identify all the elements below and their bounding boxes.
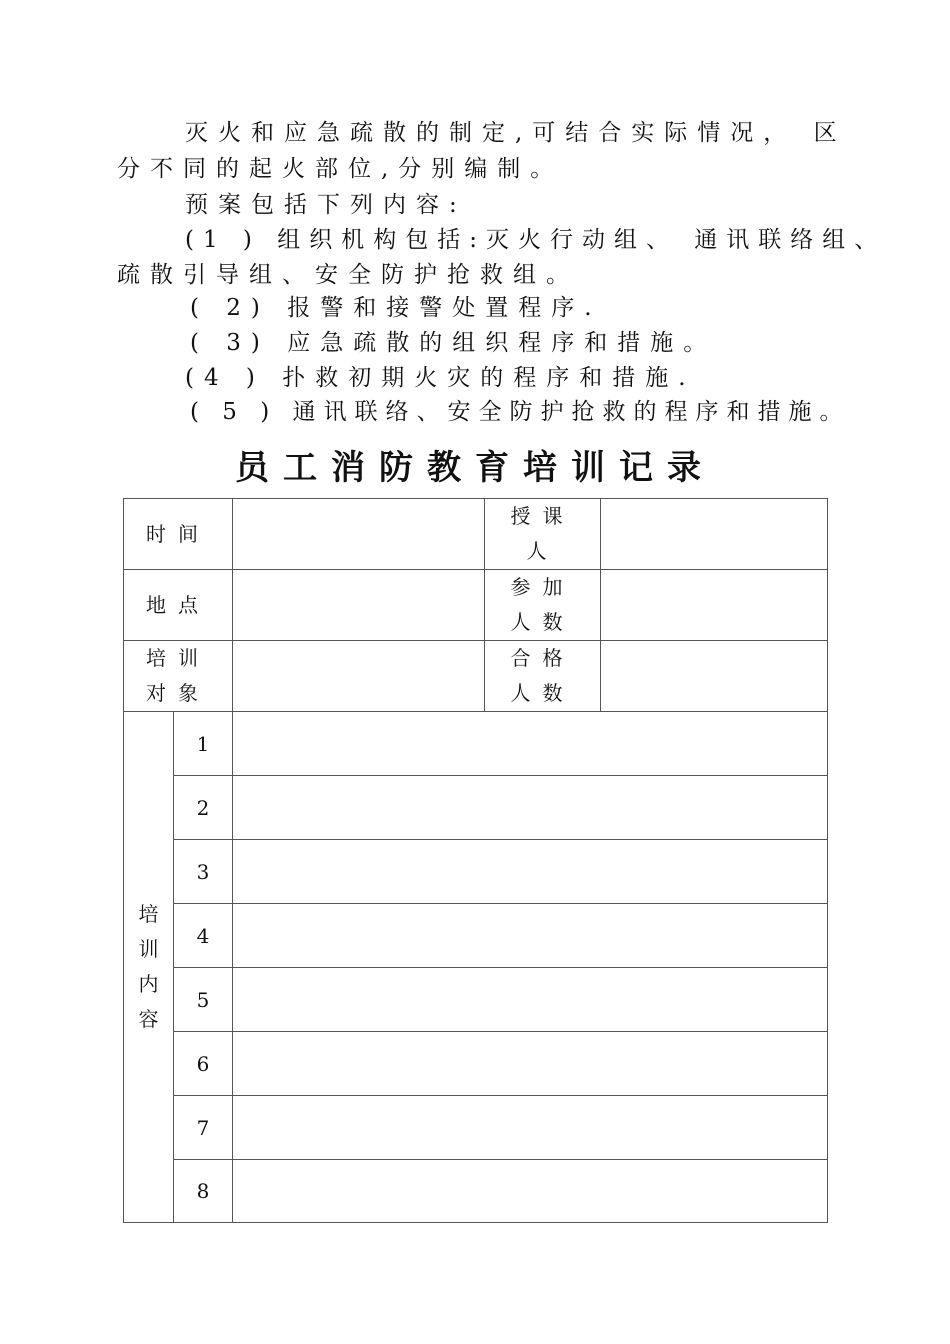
content-row-value[interactable] (233, 1160, 828, 1223)
place-label-cell (124, 570, 233, 641)
time-label-cell (124, 499, 233, 570)
content-row-number: 2 (174, 776, 233, 840)
paragraph-line-4: (1 ) 组织机构包括:灭火行动组、 通讯联络组、 (185, 227, 887, 253)
paragraph-line-1: 灭火和应急疏散的制定,可结合实际情况， 区 (185, 120, 847, 146)
attendees-value-cell[interactable] (601, 570, 828, 641)
content-row-number: 5 (174, 968, 233, 1032)
target-label-line-2: 对象 (146, 681, 210, 705)
attendees-label: 参加人数 (510, 575, 575, 634)
paragraph-line-2: 分不同的起火部位,分别编制。 (117, 156, 564, 182)
qualified-label: 合格人数 (510, 646, 575, 705)
content-row-value[interactable] (233, 1032, 828, 1096)
content-row-value[interactable] (233, 1096, 828, 1160)
attendees-label-cell (485, 570, 601, 641)
content-row-value[interactable] (233, 712, 828, 776)
content-row-number: 6 (174, 1032, 233, 1096)
record-title: 员工消防教育培训记录 (235, 448, 715, 488)
lecturer-label-cell (485, 499, 601, 570)
paragraph-line-9: ( 5 ) 通讯联络、安全防护抢救的程序和措施。 (190, 399, 851, 425)
content-row-number: 1 (174, 712, 233, 776)
content-row-number: 8 (174, 1160, 233, 1223)
content-row-number: 7 (174, 1096, 233, 1160)
qualified-value-cell[interactable] (601, 641, 828, 712)
qualified-label-cell (485, 641, 601, 712)
training-record-table (123, 498, 828, 1223)
paragraph-line-8: (4 ) 扑救初期火灾的程序和措施. (185, 365, 696, 391)
paragraph-line-6: ( 2) 报警和接警处置程序. (190, 295, 602, 321)
content-label-cell (124, 712, 174, 1223)
target-label-line-1: 培训 (146, 646, 210, 670)
paragraph-line-7: ( 3) 应急疏散的组织程序和措施。 (190, 330, 717, 356)
time-label: 时间 (146, 521, 210, 546)
target-value-cell[interactable] (233, 641, 485, 712)
time-value-cell[interactable] (233, 499, 485, 570)
paragraph-line-5: 疏散引导组、安全防护抢救组。 (117, 262, 579, 288)
content-row-number: 4 (174, 904, 233, 968)
content-label: 培训内容 (138, 902, 159, 1031)
place-value-cell[interactable] (233, 570, 485, 641)
content-row-value[interactable] (233, 840, 828, 904)
place-label: 地点 (146, 592, 210, 617)
content-row-value[interactable] (233, 776, 828, 840)
lecturer-value-cell[interactable] (601, 499, 828, 570)
target-label-cell (124, 641, 233, 712)
content-row-number: 3 (174, 840, 233, 904)
lecturer-label: 授课人 (510, 504, 575, 563)
paragraph-line-3: 预案包括下列内容: (185, 192, 467, 218)
content-row-value[interactable] (233, 968, 828, 1032)
content-row-value[interactable] (233, 904, 828, 968)
